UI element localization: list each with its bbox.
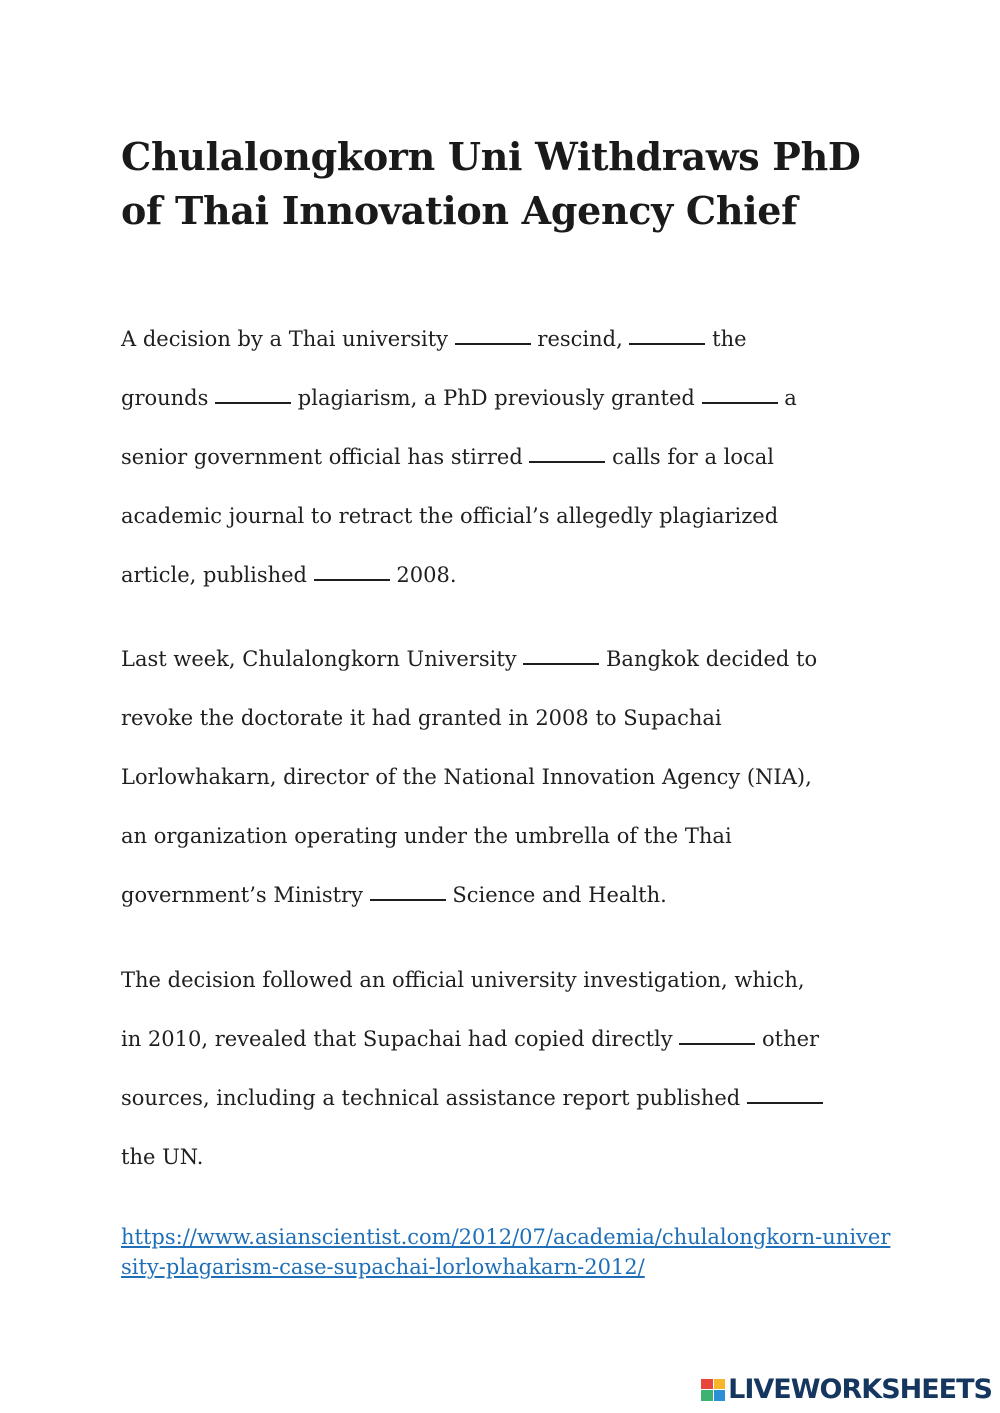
text-line: academic journal to retract the official’s allegedly plagiarized bbox=[121, 504, 779, 528]
text-segment: Last week, Chulalongkorn University bbox=[121, 647, 517, 671]
answer-blank-1[interactable] bbox=[455, 343, 531, 345]
answer-blank-8[interactable] bbox=[370, 899, 446, 901]
text-line bbox=[121, 428, 891, 487]
title-line-1: Chulalongkorn Uni Withdraws PhD bbox=[121, 134, 861, 179]
text-segment: other bbox=[761, 1027, 820, 1051]
answer-blank-5[interactable] bbox=[529, 461, 605, 463]
logo-square-blue bbox=[714, 1390, 726, 1401]
paragraph-3 bbox=[121, 951, 891, 1187]
text-segment: a bbox=[784, 386, 797, 410]
logo-square-green bbox=[701, 1390, 713, 1401]
text-segment: article, published bbox=[121, 563, 307, 587]
text-line bbox=[121, 866, 891, 925]
answer-blank-7[interactable] bbox=[523, 663, 599, 665]
liveworksheets-logo-icon bbox=[701, 1379, 725, 1401]
text-segment: rescind, bbox=[537, 327, 623, 351]
answer-blank-9[interactable] bbox=[679, 1043, 755, 1045]
text-segment: senior government official has stirred bbox=[121, 445, 523, 469]
paragraph-2 bbox=[121, 630, 891, 925]
answer-blank-10[interactable] bbox=[747, 1102, 823, 1104]
text-line: Lorlowhakarn, director of the National Innovation Agency (NIA), bbox=[121, 765, 812, 789]
text-line bbox=[121, 630, 891, 689]
source-link[interactable]: https://www.asianscientist.com/2012/07/academia/chulalongkorn-university-plagarism-case-supachai-lorlowhakarn-2012/ bbox=[121, 1225, 891, 1279]
text-line bbox=[121, 1069, 891, 1128]
answer-blank-4[interactable] bbox=[702, 402, 778, 404]
text-segment: government’s Ministry bbox=[121, 883, 363, 907]
logo-square-yellow bbox=[714, 1379, 726, 1390]
text-segment: sources, including a technical assistance report published bbox=[121, 1086, 741, 1110]
text-line: The decision followed an official university investigation, which, bbox=[121, 968, 805, 992]
paragraph-1 bbox=[121, 310, 891, 605]
article-title bbox=[121, 130, 891, 238]
title-line-2: of Thai Innovation Agency Chief bbox=[121, 188, 798, 233]
brand-name: LIVEWORKSHEETS bbox=[728, 1374, 992, 1405]
text-line: the UN. bbox=[121, 1145, 204, 1169]
text-line: an organization operating under the umbrella of the Thai bbox=[121, 824, 732, 848]
text-line bbox=[121, 369, 891, 428]
answer-blank-6[interactable] bbox=[314, 579, 390, 581]
text-segment: 2008. bbox=[396, 563, 457, 587]
text-segment: Science and Health. bbox=[452, 883, 667, 907]
text-segment: Bangkok decided to bbox=[606, 647, 818, 671]
text-segment: A decision by a Thai university bbox=[121, 327, 449, 351]
text-segment: the bbox=[712, 327, 747, 351]
text-line bbox=[121, 546, 891, 605]
text-line bbox=[121, 1010, 891, 1069]
text-segment: plagiarism, a PhD previously granted bbox=[297, 386, 695, 410]
answer-blank-2[interactable] bbox=[629, 343, 705, 345]
text-segment: grounds bbox=[121, 386, 209, 410]
logo-square-red bbox=[701, 1379, 713, 1390]
text-line bbox=[121, 310, 891, 369]
text-segment: in 2010, revealed that Supachai had copied directly bbox=[121, 1027, 673, 1051]
answer-blank-3[interactable] bbox=[215, 402, 291, 404]
text-line: revoke the doctorate it had granted in 2008 to Supachai bbox=[121, 706, 722, 730]
text-segment: calls for a local bbox=[612, 445, 775, 469]
liveworksheets-logo bbox=[701, 1374, 992, 1405]
